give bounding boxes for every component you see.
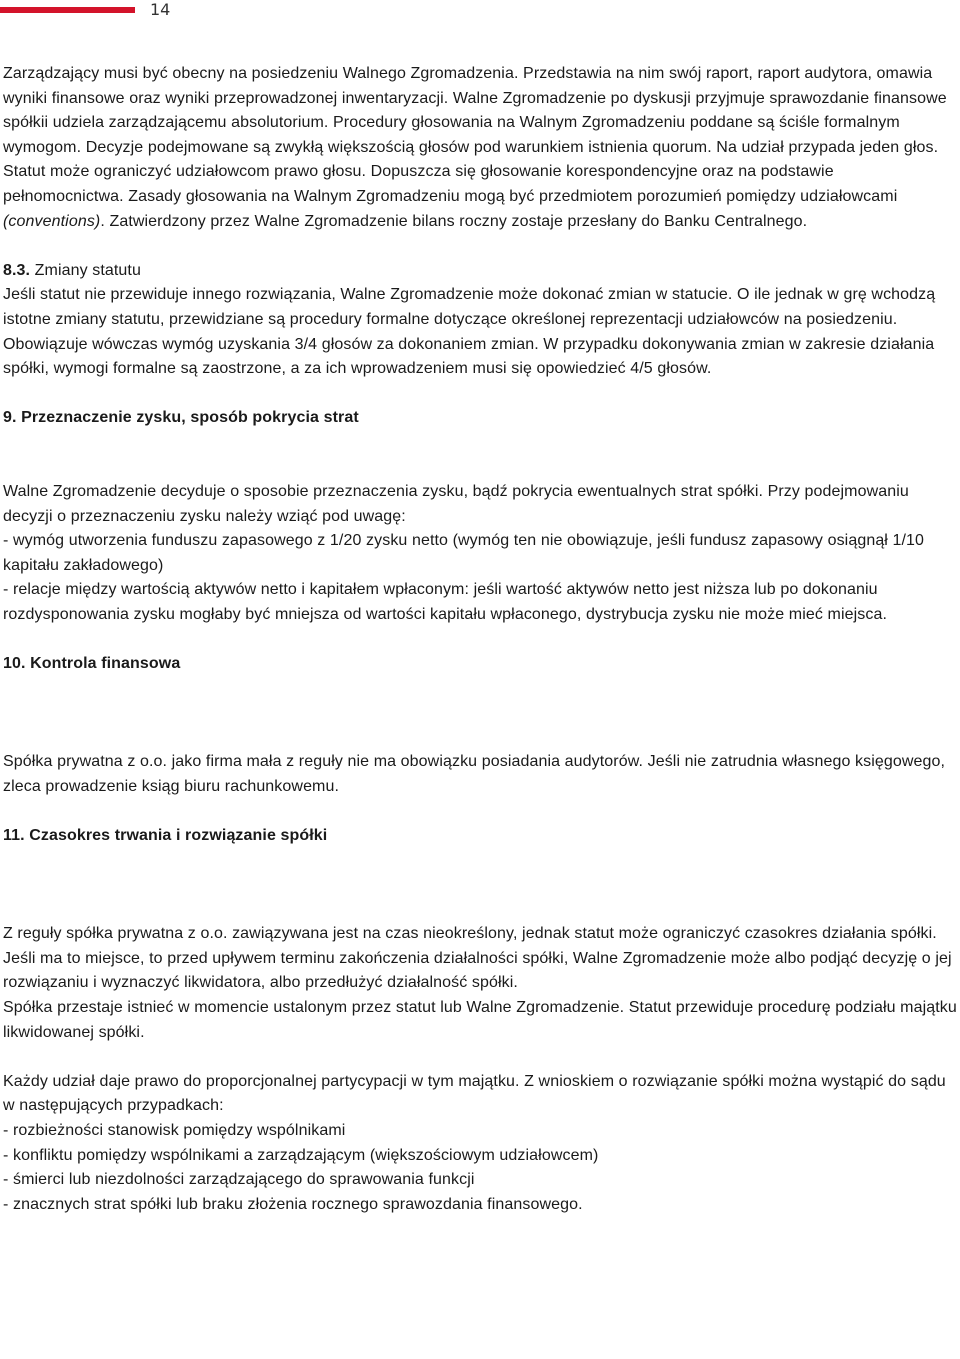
section-8-3-paragraph-1: Jeśli statut nie przewiduje innego rozwiązania, Walne Zgromadzenie może dokonać zmian w statucie. O ile jednak w grę wchodzą istotne zmiany statutu, przewidziane są procedury formalne dotyczące określonej reprezentacji udziałowców na posiedzeniu.	[3, 286, 936, 328]
section-10-heading: 10. Kontrola finansowa	[3, 655, 181, 673]
section-8-3-heading	[3, 259, 958, 284]
page-number: 14	[150, 0, 171, 19]
section-11-paragraph-3: Każdy udział daje prawo do proporcjonalnej partycypacji w tym majątku. Z wnioskiem o rozwiązanie spółki można wystąpić do sądu w następujących przypadkach:	[3, 1072, 946, 1115]
section-11-list-item: - konfliktu pomiędzy wspólnikami a zarządzającym (większościowym udziałowcem)	[3, 1146, 599, 1164]
spacer	[3, 726, 958, 751]
spacer	[3, 677, 958, 726]
intro-text-1: Zarządzający musi być obecny na posiedzeniu Walnego Zgromadzenia. Przedstawia na nim swój raport, raport audytora, omawia wyniki finansowe oraz wyniki przeprowadzonej inwentaryzacji. Walne Zgromadzenie po dyskusji przyjmuje sprawozdanie finansowe spółkii udziela zarządzającemu absolutorium. Procedury głosowania na Walnym Zgromadzeniu poddane są ściśle formalnym wymogom.	[3, 65, 947, 156]
intro-text-4: . Zatwierdzony przez Walne Zgromadzenie bilans roczny zostaje przesłany do Banku Centralnego.	[100, 212, 808, 230]
section-11-heading: 11. Czasokres trwania i rozwiązanie spółki	[3, 827, 328, 845]
spacer	[3, 627, 958, 652]
section-9-paragraph-1: Walne Zgromadzenie decyduje o sposobie przeznaczenia zysku, bądź pokrycia ewentualnych strat spółki. Przy podejmowaniu decyzji o przeznaczeniu zysku należy wziąć pod uwagę:	[3, 482, 909, 525]
intro-italic-term: (conventions)	[3, 212, 101, 230]
spacer	[3, 431, 958, 480]
intro-text-3: Statut może ograniczyć udziałowcom prawo głosu. Dopuszcza się głosowanie korespondencyjne oraz na podstawie pełnomocnictwa. Zasady głosowania na Walnym Zgromadzeniu mogą być przedmiotem porozumień pomiędzy udziałowcami	[3, 163, 898, 205]
section-11-list-item: - znacznych strat spółki lub braku złożenia rocznego sprawozdania finansowego.	[3, 1195, 583, 1213]
document-body	[3, 62, 958, 1217]
section-11-list-item: - rozbieżności stanowisk pomiędzy wspólnikami	[3, 1121, 346, 1139]
spacer	[3, 1045, 958, 1070]
spacer	[3, 898, 958, 923]
spacer	[3, 234, 958, 259]
page-header	[0, 0, 960, 30]
intro-paragraph	[3, 62, 958, 234]
section-10-paragraph-1: Spółka prywatna z o.o. jako firma mała z reguły nie ma obowiązku posiadania audytorów. Jeśli nie zatrudnia własnego księgowego, zleca prowadzenie ksiąg biuru rachunkowemu.	[3, 753, 946, 795]
section-11-paragraph-1: Z reguły spółka prywatna z o.o. zawiązywana jest na czas nieokreślony, jednak statut może ograniczyć czasokres działania spółki. Jeśli ma to miejsce, to przed upływem terminu zakończenia działalności spółki, Walne Zgromadzenie może albo podjąć decyzję o jej rozwiązaniu i wyznaczyć likwidatora, albo przedłużyć działalność spółki.	[3, 925, 952, 992]
spacer	[3, 799, 958, 824]
spacer	[3, 382, 958, 407]
section-8-3-title: Zmiany statutu	[30, 261, 141, 279]
intro-text-2: Decyzje podejmowane są zwykłą większością głosów pod warunkiem istnienia quorum. Na udział przypada jeden głos.	[81, 138, 939, 156]
section-11-list-item: - śmierci lub niezdolności zarządzającego do sprawowania funkcji	[3, 1171, 475, 1189]
spacer	[3, 849, 958, 898]
section-8-3-paragraph-2: Obowiązuje wówczas wymóg uzyskania 3/4 głosów za dokonaniem zmian. W przypadku dokonywania zmian w zakresie działania spółki, wymogi formalne są zaostrzone, a za ich wprowadzeniem musi się opowiedzieć 4/5 głosów.	[3, 335, 935, 378]
section-8-3-number: 8.3.	[3, 261, 31, 279]
section-11-paragraph-2: Spółka przestaje istnieć w momencie ustalonym przez statut lub Walne Zgromadzenie. Statut przewiduje procedurę podziału majątku likwidowanej spółki.	[3, 999, 957, 1041]
section-9-list-item: - relacje między wartością aktywów netto i kapitałem wpłaconym: jeśli wartość aktywów netto jest niższa lub po dokonaniu rozdysponowania zysku mogłaby być mniejsza od wartości kapitału wpłaconego, dystrybucja zysku nie może mieć miejsca.	[3, 581, 887, 623]
section-9-list-item: - wymóg utworzenia funduszu zapasowego z 1/20 zysku netto (wymóg ten nie obowiązuje, jeśli fundusz zapasowy osiągnął 1/10 kapitału zakładowego)	[3, 532, 925, 574]
section-9-heading: 9. Przeznaczenie zysku, sposób pokrycia strat	[3, 409, 359, 427]
header-accent-bar	[0, 7, 135, 13]
